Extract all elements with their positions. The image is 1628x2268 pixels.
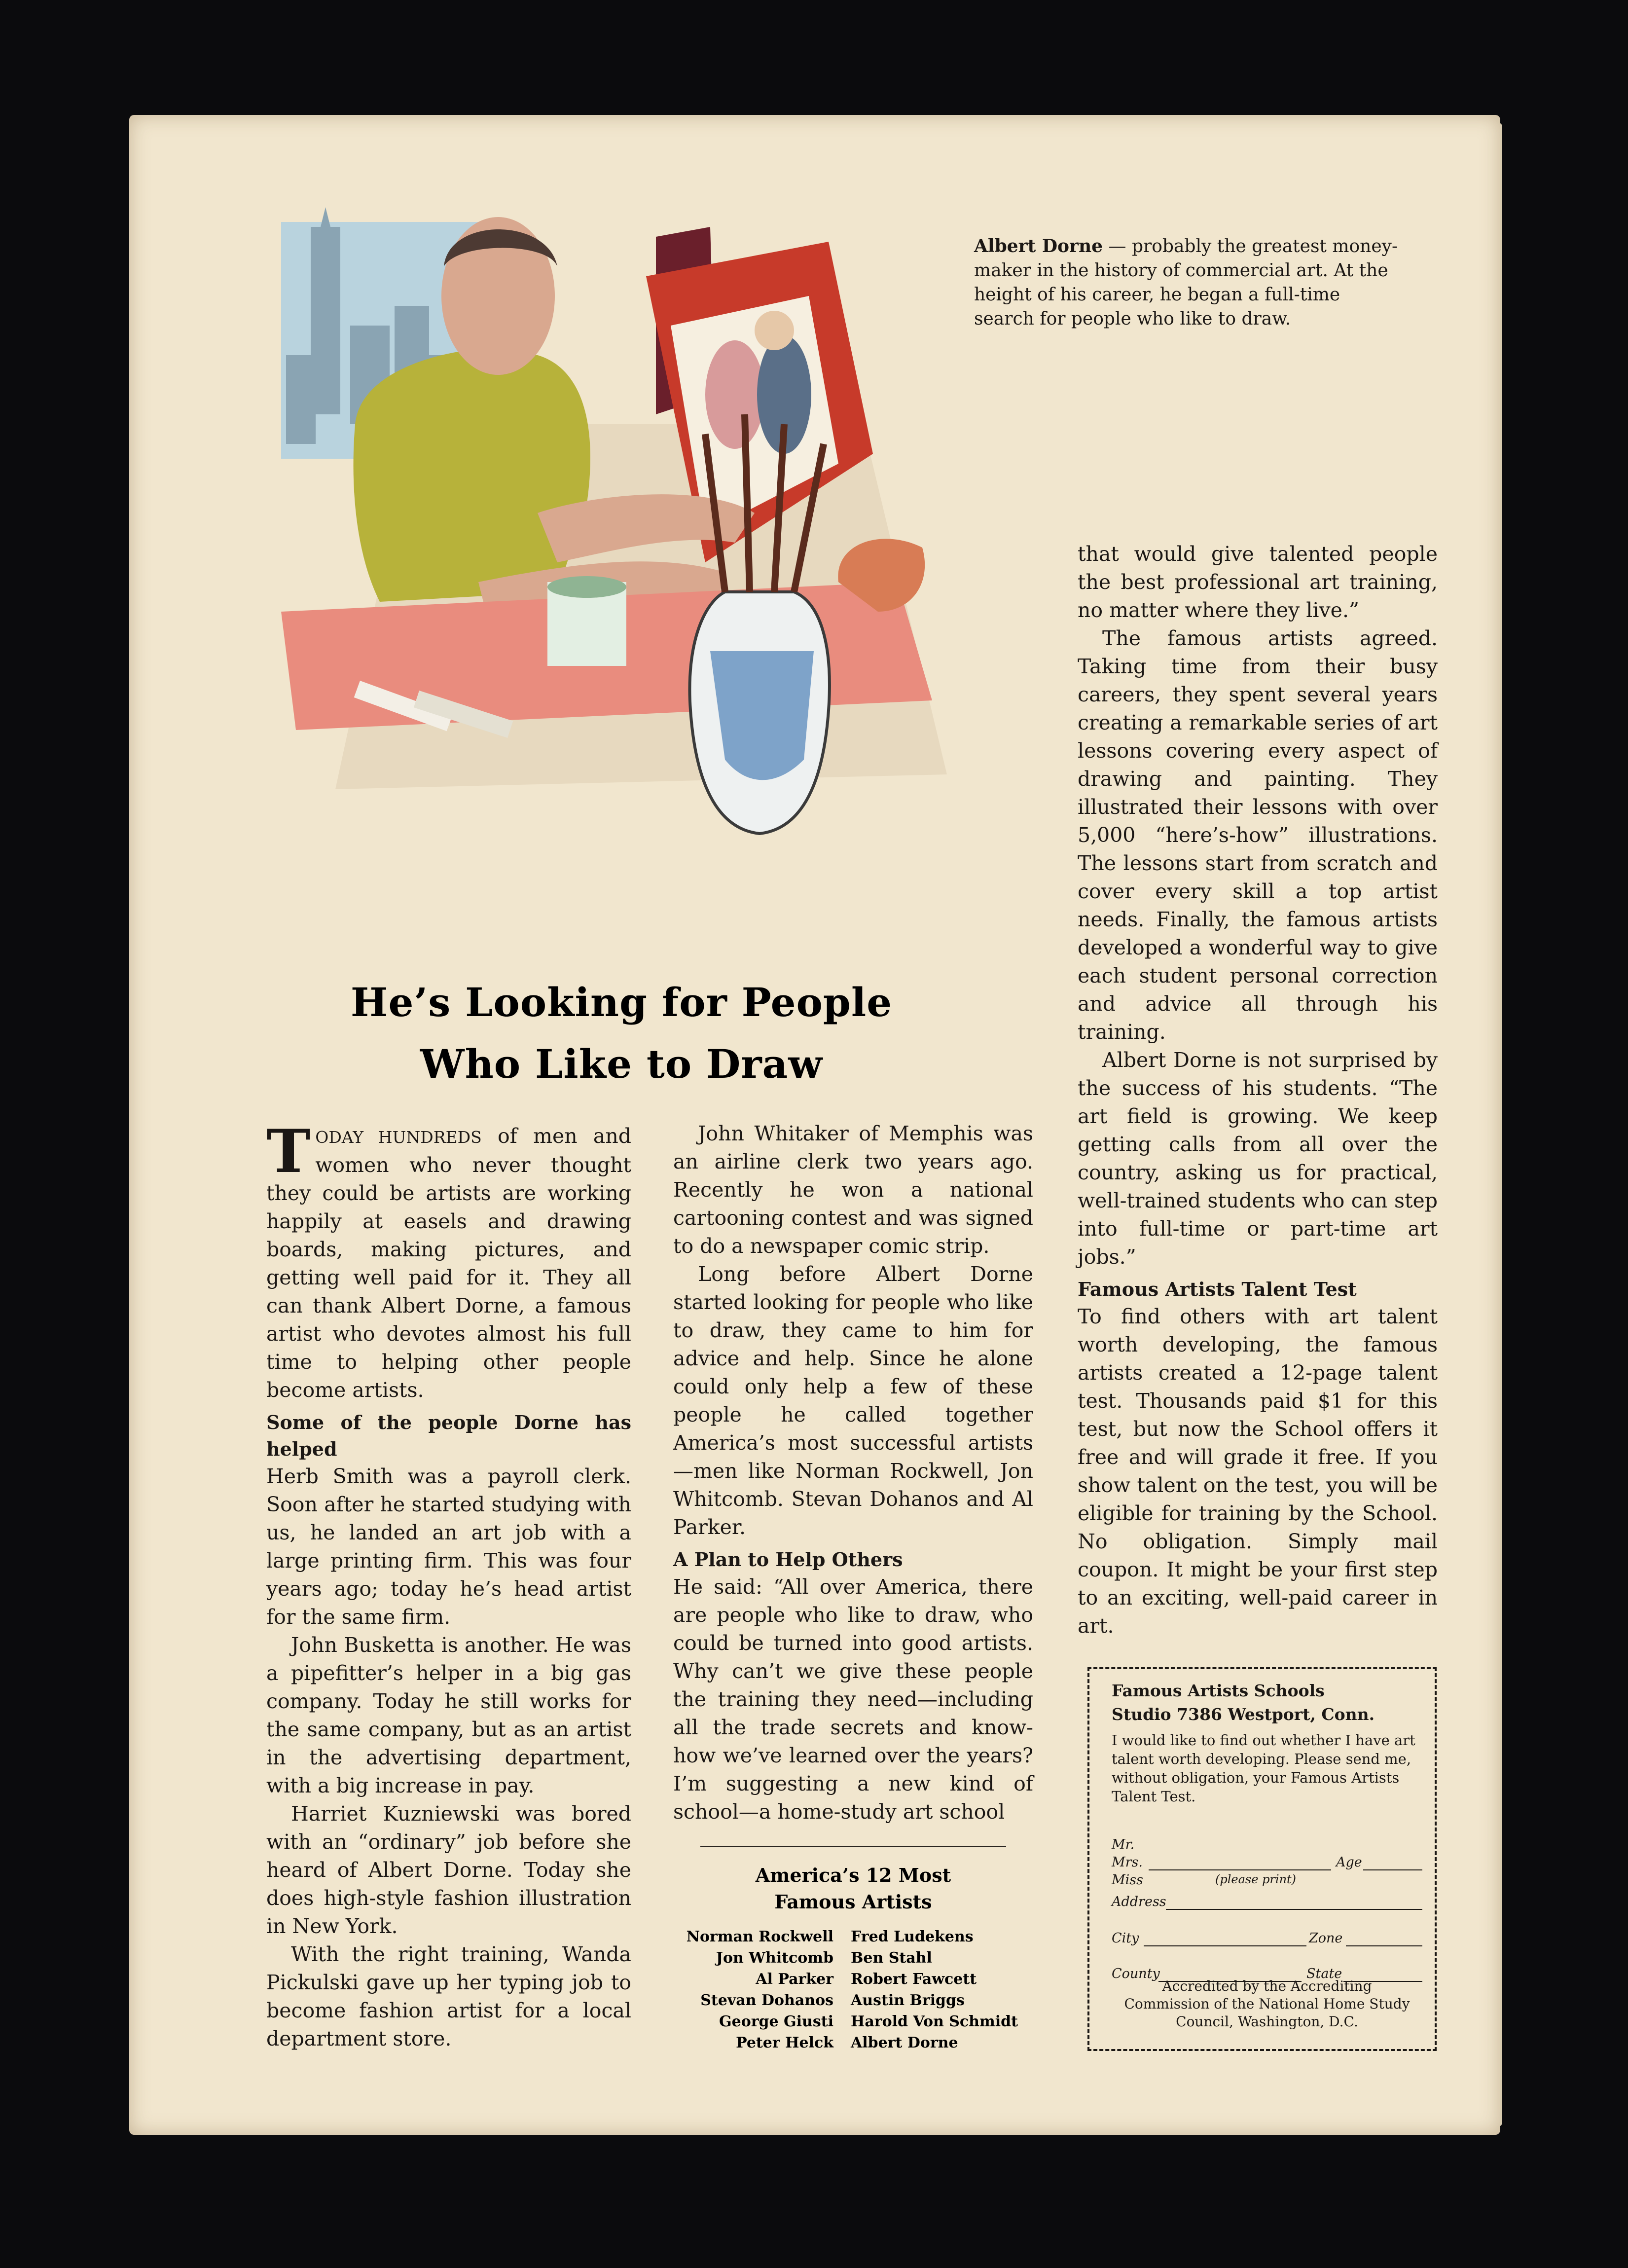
mr-label: Mr. bbox=[1112, 1837, 1135, 1852]
mrs-label: Mrs. bbox=[1112, 1855, 1143, 1870]
city-field[interactable] bbox=[1144, 1931, 1306, 1946]
artist-name: Norman Rockwell bbox=[686, 1928, 833, 1945]
miss-label: Miss bbox=[1112, 1872, 1143, 1888]
address-field[interactable] bbox=[1166, 1894, 1422, 1910]
paragraph: Harriet Kuzniewski was bored with an “ordinary” job before she heard of Albert Dorne. Today she does high-style fashion illustration in New York. bbox=[266, 1802, 631, 1938]
artist-name: Albert Dorne bbox=[851, 2034, 958, 2051]
coupon-header bbox=[1112, 1679, 1422, 1726]
artists-title-line-1: America’s 12 Most bbox=[755, 1864, 951, 1886]
name-field[interactable] bbox=[1149, 1855, 1331, 1870]
headline-line-2: Who Like to Draw bbox=[420, 1041, 823, 1087]
zone-field[interactable] bbox=[1346, 1931, 1422, 1946]
intro-paragraph bbox=[266, 1117, 631, 1404]
section-heading-people: Some of the people Dorne has helped bbox=[266, 1411, 631, 1460]
headline-line-1: He’s Looking for People bbox=[350, 979, 893, 1025]
coupon-school: Famous Artists Schools bbox=[1112, 1681, 1325, 1700]
artists-row bbox=[666, 1969, 1041, 1990]
accreditation-note: Accredited by the Accrediting Commission of the National Home Study Council, Washington, D.C. bbox=[1124, 1978, 1410, 2030]
paragraph: John Busketta is another. He was a pipefitter’s helper in a big gas company. Today he still works for the same company, but as an artist in the advertising department, with a big increase in pay. bbox=[266, 1633, 631, 1797]
artist-name: Stevan Dohanos bbox=[700, 1992, 833, 2009]
coupon-body: I would like to find out whether I have art talent worth developing. Please send me, without obligation, your Famous Artists Talent Test. bbox=[1112, 1732, 1415, 1805]
artist-name: Robert Fawcett bbox=[851, 1971, 977, 1988]
column-3 bbox=[1078, 540, 1438, 1640]
artist-name: Harold Von Schmidt bbox=[851, 2013, 1018, 2030]
age-label: Age bbox=[1336, 1855, 1362, 1870]
coupon-studio: Studio 7386 Westport, Conn. bbox=[1112, 1705, 1375, 1724]
paragraph: that would give talented people the best professional art training, no matter where they live.” bbox=[1078, 542, 1438, 622]
illustration-caption bbox=[974, 234, 1398, 331]
artists-row bbox=[666, 1990, 1041, 2011]
artist-name: Ben Stahl bbox=[851, 1949, 932, 1967]
drop-cap: T bbox=[266, 1117, 311, 1186]
artists-list-title bbox=[676, 1862, 1031, 1915]
artists-row bbox=[666, 1947, 1041, 1969]
artists-row bbox=[666, 2011, 1041, 2032]
zone-label: Zone bbox=[1309, 1931, 1343, 1946]
city-label: City bbox=[1112, 1931, 1139, 1946]
artist-name: Peter Helck bbox=[736, 2034, 833, 2051]
caption-text: — probably the greatest money-maker in the history of commercial art. At the height of his career, he began a full-time search for people who like to draw. bbox=[974, 236, 1398, 329]
artist-name: Jon Whitcomb bbox=[716, 1949, 833, 1967]
artists-row bbox=[666, 1926, 1041, 1947]
artist-name: Fred Ludekens bbox=[851, 1928, 974, 1945]
artist-name: Al Parker bbox=[756, 1971, 833, 1988]
headline bbox=[276, 972, 967, 1095]
please-print-label: (please print) bbox=[1215, 1872, 1297, 1886]
paragraph: The famous artists agreed. Taking time from their busy careers, they spent several years creating a remarkable series of art lessons covering every aspect of drawing and painting. They illustrated their lessons with over 5,000 “here’s-how” illustrations. The lessons start from scratch and cover every skill a top artist needs. Finally, the famous artists developed a wonderful way to give each student personal correction and advice all through his training. bbox=[1078, 626, 1438, 1044]
intro-smallcaps: ODAY HUNDREDS bbox=[315, 1128, 482, 1147]
paragraph: To find others with art talent worth developing, the famous artists created a 12-page talent test. Thousands paid $1 for this test, but now the School offers it free and will grade it free. If you show talent on the test, you will be eligible for training by the School. No obligation. Simply mail coupon. It might be your first step to an exciting, well-paid career in art. bbox=[1078, 1305, 1438, 1638]
paragraph: Long before Albert Dorne started looking for people who like to draw, they came to him for advice and help. Since he alone could only help a few of these people he called together America’s most successful artists —men like Norman Rockwell, Jon Whitcomb. Stevan Dohanos and Al Parker. bbox=[673, 1262, 1033, 1539]
paragraph: He said: “All over America, there are people who like to draw, who could be turned into good artists. Why can’t we give these people the training they need—including all the trade secrets and know-how we’ve learned over the years? I’m suggesting a new kind of school—a home-study art school bbox=[673, 1575, 1033, 1824]
paragraph: John Whitaker of Memphis was an airline clerk two years ago. Recently he won a national cartooning contest and was signed to do a newspaper comic strip. bbox=[673, 1122, 1033, 1258]
state-label: State bbox=[1306, 1966, 1342, 1981]
section-heading-plan: A Plan to Help Others bbox=[673, 1548, 903, 1571]
mail-coupon[interactable] bbox=[1087, 1667, 1437, 2051]
artists-list bbox=[666, 1926, 1041, 2053]
artists-row bbox=[666, 2032, 1041, 2053]
paragraph: With the right training, Wanda Pickulski gave up her typing job to become fashion artist for a local department store. bbox=[266, 1942, 631, 2050]
section-heading-talent-test: Famous Artists Talent Test bbox=[1078, 1278, 1357, 1300]
artists-title-line-2: Famous Artists bbox=[774, 1891, 932, 1913]
address-label: Address bbox=[1112, 1894, 1166, 1909]
caption-name: Albert Dorne bbox=[974, 236, 1103, 256]
albert-dorne-illustration bbox=[281, 207, 1046, 937]
age-field[interactable] bbox=[1363, 1855, 1422, 1870]
artist-name: Austin Briggs bbox=[851, 1992, 965, 2009]
paragraph: Herb Smith was a payroll clerk. Soon after he started studying with us, he landed an art job with a large printing firm. This was four years ago; today he’s head artist for the same firm. bbox=[266, 1464, 631, 1629]
paragraph: Albert Dorne is not surprised by the success of his students. “The art field is growing. We keep getting calls from all over the country, asking us for practical, well-trained students who can step into full-time or part-time art jobs.” bbox=[1078, 1048, 1438, 1269]
artist-name: George Giusti bbox=[719, 2013, 833, 2030]
divider-line bbox=[700, 1846, 1006, 1847]
county-label: County bbox=[1112, 1966, 1160, 1981]
column-1 bbox=[266, 1117, 631, 2053]
column-2 bbox=[673, 1120, 1033, 1826]
intro-text: of men and women who never thought they could be artists are working happily at easels and drawing boards, making pictures, and getting well paid for it. They all can thank Albert Dorne, a famous artist who devotes almost his full time to helping other people become artists. bbox=[266, 1124, 631, 1402]
